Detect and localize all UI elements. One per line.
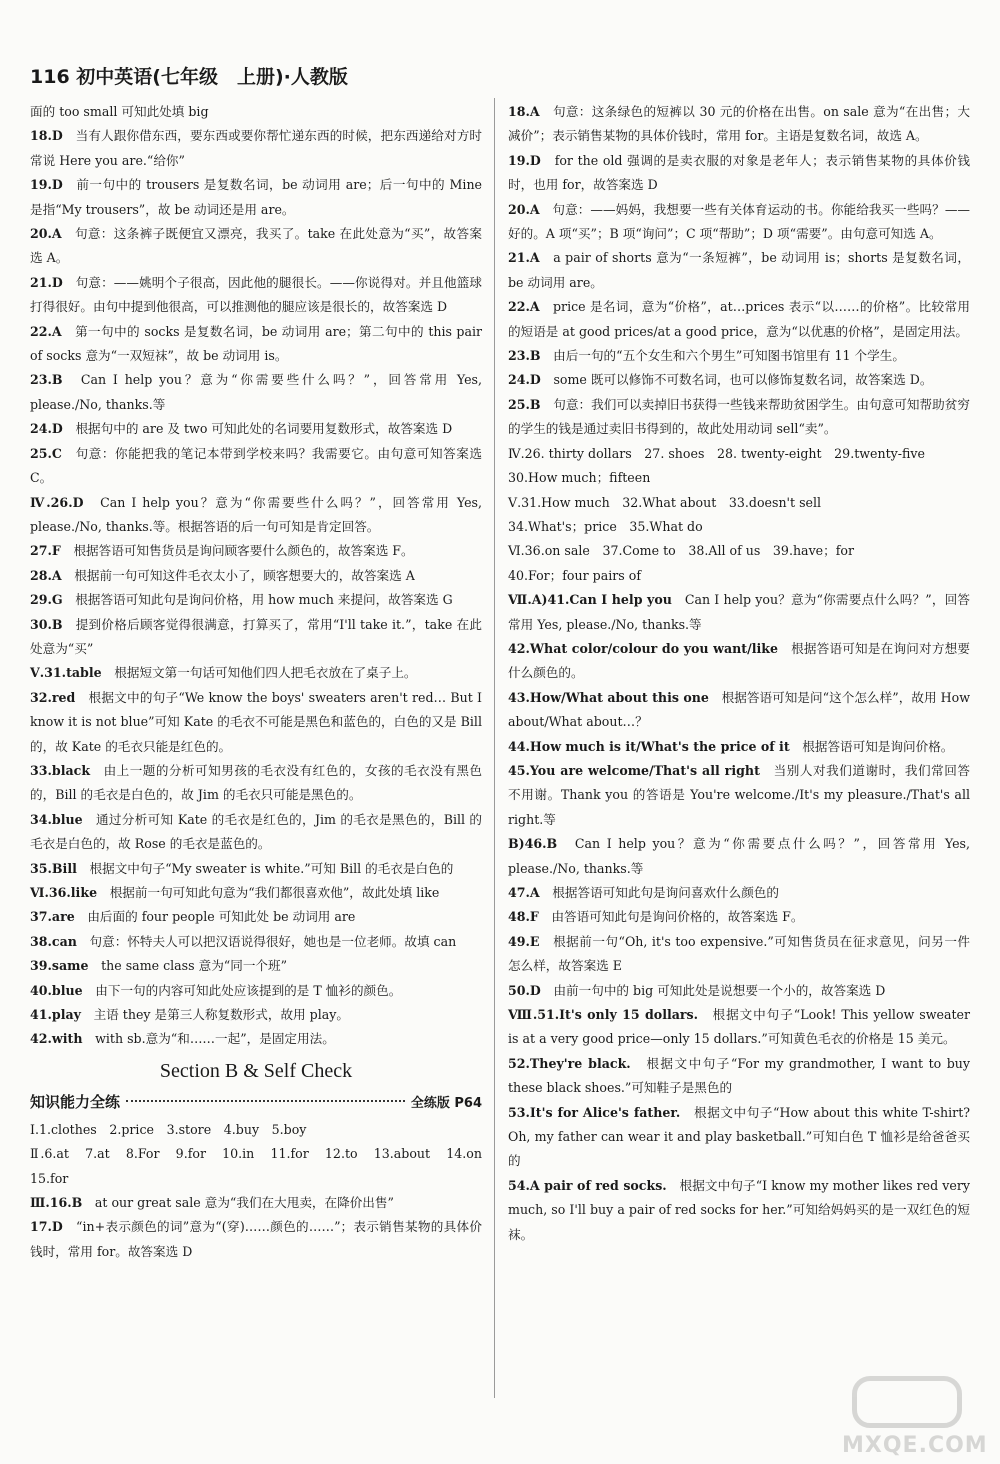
answer-entry [30, 491, 482, 540]
answer-explanation: 根据文中的句子“We know the boys' sweaters aren't red… But I know it is not blue”可知 Kate 的毛衣不可能是黑色和蓝色的，白色的又是 Bill 的，故 Kate 的毛衣只能是红色的。 [30, 689, 483, 754]
answer-label: 22.A [30, 323, 62, 339]
answer-label: 28.A [30, 567, 62, 583]
answer-label: 47.A [508, 885, 540, 900]
answer-explanation: 根据前一句可知此句意为“我们都很喜欢他”，故此处填 like [109, 885, 440, 900]
answer-label: 43.How/What about this one [508, 689, 709, 705]
answer-label: 23.B [30, 372, 63, 388]
answer-entry [30, 173, 482, 222]
answer-explanation: 句意：这条裤子既便宜又漂亮，我买了。take 在此处意为“买”，故答案选 A。 [30, 226, 482, 266]
answer-entry [508, 466, 970, 490]
exercise-ref: 全练版 P64 [410, 1095, 482, 1111]
answer-explanation: 第一句中的 socks 是复数名词，be 动词用 are；第二句中的 this pair of socks 意为“一双短袜”，故 be 动词用 is。 [30, 323, 482, 364]
answer-explanation: 根据文中句子“For my grandmother, I want to buy these black shoes.”可知鞋子是黑色的 [508, 1055, 971, 1096]
answer-explanation: Ⅴ.31.How much 32.What about 33.doesn't sell [508, 494, 822, 510]
answer-explanation: Can I help you？意为“你需要点什么吗？”，回答常用 Yes, please./No, thanks.等 [508, 836, 971, 876]
answer-entry [30, 1215, 482, 1264]
answer-entry [508, 539, 970, 563]
answer-entry [508, 295, 970, 344]
right-answer-list [508, 100, 970, 1247]
answer-explanation: 30.How much；fifteen [508, 470, 651, 486]
answer-entry [30, 905, 482, 929]
answer-entry [30, 857, 482, 881]
answer-explanation: 主语 they 是第三人称复数形式，故用 play。 [93, 1007, 349, 1023]
answer-label: 39.same [30, 958, 89, 974]
answer-explanation: 句意：——妈妈，我想要一些有关体育运动的书。你能给我买一些吗？——好的。A 项“买”；B 项“询问”；C 项“帮助”；D 项“需要”。由句意可知选 A。 [508, 201, 971, 242]
answer-label: 44.How much is it/What's the price of it [508, 738, 790, 754]
answer-explanation: 40.For；four pairs of [508, 567, 641, 583]
right-column [508, 100, 970, 1247]
left-after-answer-list [30, 1118, 495, 1264]
answer-label: 42.with [30, 1031, 83, 1047]
answer-entry [508, 100, 970, 149]
answer-explanation: 句意：这条绿色的短裤以 30 元的价格在出售。on sale 意为“在出售；大减价”；表示销售某物的具体价钱时，常用 for。主语是复数名词，故选 A。 [508, 104, 971, 144]
answer-explanation: a pair of shorts 意为“一条短裤”，be 动词用 is；shorts 是复数名词，be 动词用 are。 [508, 250, 970, 290]
answer-entry [508, 564, 970, 588]
answer-entry [30, 661, 482, 685]
answer-label: 21.D [30, 274, 63, 290]
answer-entry [508, 930, 970, 979]
answer-label: 42.What color/colour do you want/like [508, 640, 779, 656]
answer-label: B)46.B [508, 836, 558, 852]
answer-explanation: for the old 强调的是卖衣服的对象是老年人；表示销售某物的具体价钱时，也用 for，故答案选 D [508, 152, 971, 193]
answer-explanation: the same class 意为“同一个班” [101, 958, 288, 974]
answer-entry [30, 588, 482, 612]
answer-label: 33.black [30, 762, 91, 778]
answer-explanation: 由上一题的分析可知男孩的毛衣没有红色的，女孩的毛衣没有黑色的，Bill 的毛衣是白色的，故 Jim 的毛衣只可能是黑色的。 [30, 762, 483, 803]
answer-label: 24.D [30, 421, 63, 437]
answer-label: 23.B [508, 348, 541, 364]
answer-entry [30, 1027, 482, 1051]
answer-entry [30, 613, 482, 662]
answer-explanation: “in+表示颜色的词”意为“(穿)……颜色的……”；表示销售某物的具体价钱时，常用 for。故答案选 D [30, 1219, 482, 1259]
answer-entry [508, 588, 970, 637]
answer-entry [30, 100, 482, 124]
answer-label: 34.blue [30, 811, 83, 827]
answer-label: 19.D [30, 177, 63, 193]
answer-label: 32.red [30, 689, 76, 705]
answer-entry [30, 1142, 495, 1191]
answer-label: Ⅶ.A)41.Can I help you [508, 592, 672, 608]
answer-label: 27.F [30, 543, 61, 559]
answer-explanation: 前一句中的 trousers 是复数名词，be 动词用 are；后一句中的 Mine 是指“My trousers”，故 be 动词还是用 are。 [30, 177, 483, 217]
answer-explanation: 根据前一句“Oh, it's too expensive.”可知售货员在征求意见，问另一件怎么样，故答案选 E [508, 933, 971, 974]
answer-entry [30, 417, 482, 441]
answer-entry [30, 1191, 482, 1215]
answer-entry [30, 808, 482, 857]
answer-explanation: 根据文中句子“I know my mother likes red very much, so I'll buy a pair of red socks for her.”可知给妈妈买的是一双红色的短袜。 [508, 1177, 971, 1242]
answer-label: 48.F [508, 909, 539, 925]
answer-entry [508, 198, 970, 247]
answer-explanation: 由下一句的内容可知此处应该提到的是 T 恤衫的颜色。 [95, 982, 402, 998]
answer-explanation: 根据答语可知是问“这个怎么样”，故用 How about/What about…？ [508, 689, 971, 730]
answer-entry [508, 881, 970, 905]
answer-label: 18.D [30, 128, 63, 144]
answer-explanation: 句意：你能把我的笔记本带到学校来吗？我需要它。由句意可知答案选 C。 [30, 445, 483, 486]
answer-explanation: price 是名词，意为“价格”，at…prices 表示“以……的价格”。比较常用的短语是 at good prices/at a good price，意为“以优惠的价格”，是固定用法。 [508, 299, 970, 339]
answer-label: Ⅷ.51.It's only 15 dollars. [508, 1007, 699, 1023]
answer-label: 54.A pair of red socks. [508, 1177, 667, 1193]
answer-entry [508, 832, 970, 881]
answer-entry [508, 979, 970, 1003]
answer-explanation: 根据短文第一句话可知他们四人把毛衣放在了桌子上。 [114, 665, 417, 681]
answer-entry [30, 881, 482, 905]
answer-entry [508, 515, 970, 539]
answer-entry [508, 442, 970, 466]
answer-entry [30, 930, 482, 954]
answer-label: 25.B [508, 396, 541, 412]
answer-entry [30, 442, 482, 491]
answer-explanation: 由前一句中的 big 可知此处是说想要一个小的，故答案选 D [553, 982, 886, 998]
answer-explanation: 根据前一句可知这件毛衣太小了，顾客想要大的，故答案选 A [74, 567, 415, 583]
answer-explanation: Can I help you？意为“你需要些什么吗？”，回答常用 Yes, please./No, thanks.等 [30, 372, 483, 412]
answer-explanation: 根据文中句子“How about this white T-shirt? Oh, my father can wear it and play basketball.”可知白色 T 恤衫是给爸爸买的 [508, 1104, 971, 1169]
answer-explanation: some 既可以修饰不可数名词，也可以修饰复数名词，故答案选 D。 [553, 372, 933, 388]
exercise-bar [30, 1088, 482, 1118]
answer-entry [30, 539, 482, 563]
watermark-badge-icon [852, 1376, 962, 1428]
answer-explanation: 34.What's；price 35.What do [508, 518, 703, 534]
answer-entry [30, 1118, 482, 1142]
answer-entry [30, 564, 482, 588]
answer-explanation: 句意：怀特夫人可以把汉语说得很好，她也是一位老师。故填 can [89, 933, 457, 949]
answer-entry [508, 686, 970, 735]
left-column [30, 100, 495, 1264]
answer-label: Ⅲ.16.B [30, 1195, 83, 1211]
left-answer-list [30, 100, 482, 1052]
answer-entry [30, 124, 482, 173]
answer-explanation: Ⅱ.6.at 7.at 8.For 9.for 10.in 11.for 12.to 13.about 14.on 15.for [30, 1146, 495, 1186]
answer-explanation: Can I help you？意为“你需要些什么吗？”，回答常用 Yes, please./No, thanks.等。根据答语的后一句可知是肯定回答。 [30, 494, 483, 534]
answer-entry [30, 271, 482, 320]
answer-label: 18.A [508, 104, 540, 119]
answer-explanation: Ⅳ.26. thirty dollars 27. shoes 28. twenty-eight 29.twenty-five [508, 445, 926, 461]
answer-explanation: 根据答语可知此句是询问喜欢什么颜色的 [552, 885, 779, 900]
answer-label: 37.are [30, 909, 75, 925]
answer-entry [508, 344, 970, 368]
answer-label: 30.B [30, 616, 63, 632]
answer-label: 24.D [508, 372, 541, 388]
answer-explanation: 句意：我们可以卖掉旧书获得一些钱来帮助贫困学生。由句意可知帮助贫穷的学生的钱是通过卖旧书得到的，故此处用动词 sell“卖”。 [508, 396, 971, 437]
answer-entry [30, 368, 482, 417]
page-header: 116 初中英语(七年级 上册)·人教版 [30, 66, 348, 88]
section-title: Section B & Self Check [159, 1059, 353, 1082]
answer-entry [508, 149, 970, 198]
answer-explanation: 根据答语可知售货员是询问顾客要什么颜色的，故答案选 F。 [73, 543, 414, 559]
answer-explanation: 根据答语可知此句是询问价格，用 how much 来提问，故答案选 G [75, 592, 453, 608]
answer-label: 22.A [508, 299, 540, 315]
answer-label: 20.A [508, 201, 540, 217]
answer-explanation: 由后一句的“五个女生和六个男生”可知图书馆里有 11 个学生。 [553, 348, 905, 364]
answer-explanation: 由后面的 four people 可知此处 be 动词用 are [87, 909, 356, 925]
column-divider [494, 98, 495, 1398]
answer-explanation: Ⅰ.1.clothes 2.price 3.store 4.buy 5.boy [30, 1121, 307, 1137]
answer-label: 25.C [30, 445, 62, 461]
answer-label: 49.E [508, 933, 540, 949]
answer-entry [508, 491, 970, 515]
answer-entry [508, 759, 970, 832]
answer-explanation: 根据文中句子“Look! This yellow sweater is at a very good price—only 15 dollars.”可知黄色毛衣的价格是 15 美元。 [508, 1007, 970, 1047]
answer-entry [508, 246, 970, 295]
answer-entry [30, 686, 482, 759]
dotted-leader [126, 1100, 405, 1102]
answer-entry [508, 1003, 970, 1052]
answer-entry [30, 759, 482, 808]
answer-label: Ⅴ.31.table [30, 665, 102, 681]
answer-entry [508, 1101, 970, 1174]
answer-explanation: 提到价格后顾客觉得很满意，打算买了，常用“I'll take it.”，take 在此处意为“买” [30, 616, 482, 656]
answer-explanation: 面的 too small 可知此处填 big [30, 104, 209, 119]
answer-label: 50.D [508, 982, 541, 998]
answer-entry [30, 954, 482, 978]
exercise-title: 知识能力全练 [30, 1092, 121, 1111]
watermark-text: MXQE.COM [842, 1433, 988, 1458]
watermark-logo [842, 1372, 988, 1458]
answer-label: Ⅵ.36.like [30, 885, 98, 900]
answer-explanation: Can I help you？意为“你需要点什么吗？”，回答常用 Yes, please./No, thanks.等 [508, 592, 971, 632]
answer-label: 45.You are welcome/That's all right [508, 762, 760, 778]
answer-entry [508, 1174, 970, 1247]
answer-label: 35.Bill [30, 860, 77, 876]
answer-label: 29.G [30, 592, 63, 608]
answer-label: Ⅳ.26.D [30, 494, 84, 510]
answer-entry [508, 735, 970, 759]
answer-explanation: 根据答语可知是询问价格。 [802, 738, 954, 754]
answer-explanation: 句意：——姚明个子很高，因此他的腿很长。——你说得对。并且他篮球打得很好。由句中提到他很高，可以推测他的腿应该是很长的，故答案选 D [30, 274, 483, 315]
answer-entry [30, 222, 482, 271]
answer-label: 17.D [30, 1219, 63, 1235]
answer-explanation: Ⅵ.36.on sale 37.Come to 38.All of us 39.have；for [508, 543, 854, 559]
answer-label: 53.It's for Alice's father. [508, 1104, 681, 1120]
answer-explanation: 根据文中句子“My sweater is white.”可知 Bill 的毛衣是白色的 [89, 860, 454, 876]
answer-entry [508, 393, 970, 442]
answer-explanation: 当别人对我们道谢时，我们常回答不用谢。Thank you 的答语是 You're welcome./It's my pleasure./That's all right.等 [508, 762, 971, 827]
answer-entry [30, 1003, 482, 1027]
answer-explanation: 通过分析可知 Kate 的毛衣是红色的，Jim 的毛衣是黑色的，Bill 的毛衣是白色的，故 Rose 的毛衣是蓝色的。 [30, 811, 482, 852]
answer-label: 52.They're black. [508, 1055, 631, 1071]
answer-explanation: 根据答语可知是在询问对方想要什么颜色的。 [508, 640, 971, 681]
answer-entry [508, 637, 970, 686]
answer-label: 20.A [30, 226, 62, 242]
answer-label: 21.A [508, 250, 540, 266]
answer-label: 41.play [30, 1007, 81, 1023]
answer-label: 38.can [30, 933, 77, 949]
answer-explanation: at our great sale 意为“我们在大甩卖，在降价出售” [94, 1195, 394, 1211]
answer-label: 19.D [508, 152, 541, 168]
answer-explanation: with sb.意为“和……一起”，是固定用法。 [95, 1031, 335, 1047]
answer-entry [30, 320, 482, 369]
answer-entry [30, 979, 482, 1003]
answer-explanation: 当有人跟你借东西，要东西或要你帮忙递东西的时候，把东西递给对方时常说 Here you are.“给你” [30, 128, 483, 168]
answer-explanation: 根据句中的 are 及 two 可知此处的名词要用复数形式，故答案选 D [75, 421, 453, 437]
answer-entry [508, 1052, 970, 1101]
answer-entry [508, 368, 970, 392]
answer-entry [508, 905, 970, 929]
answer-label: 40.blue [30, 982, 83, 998]
answer-explanation: 由答语可知此句是询问价格的，故答案选 F。 [551, 909, 804, 925]
